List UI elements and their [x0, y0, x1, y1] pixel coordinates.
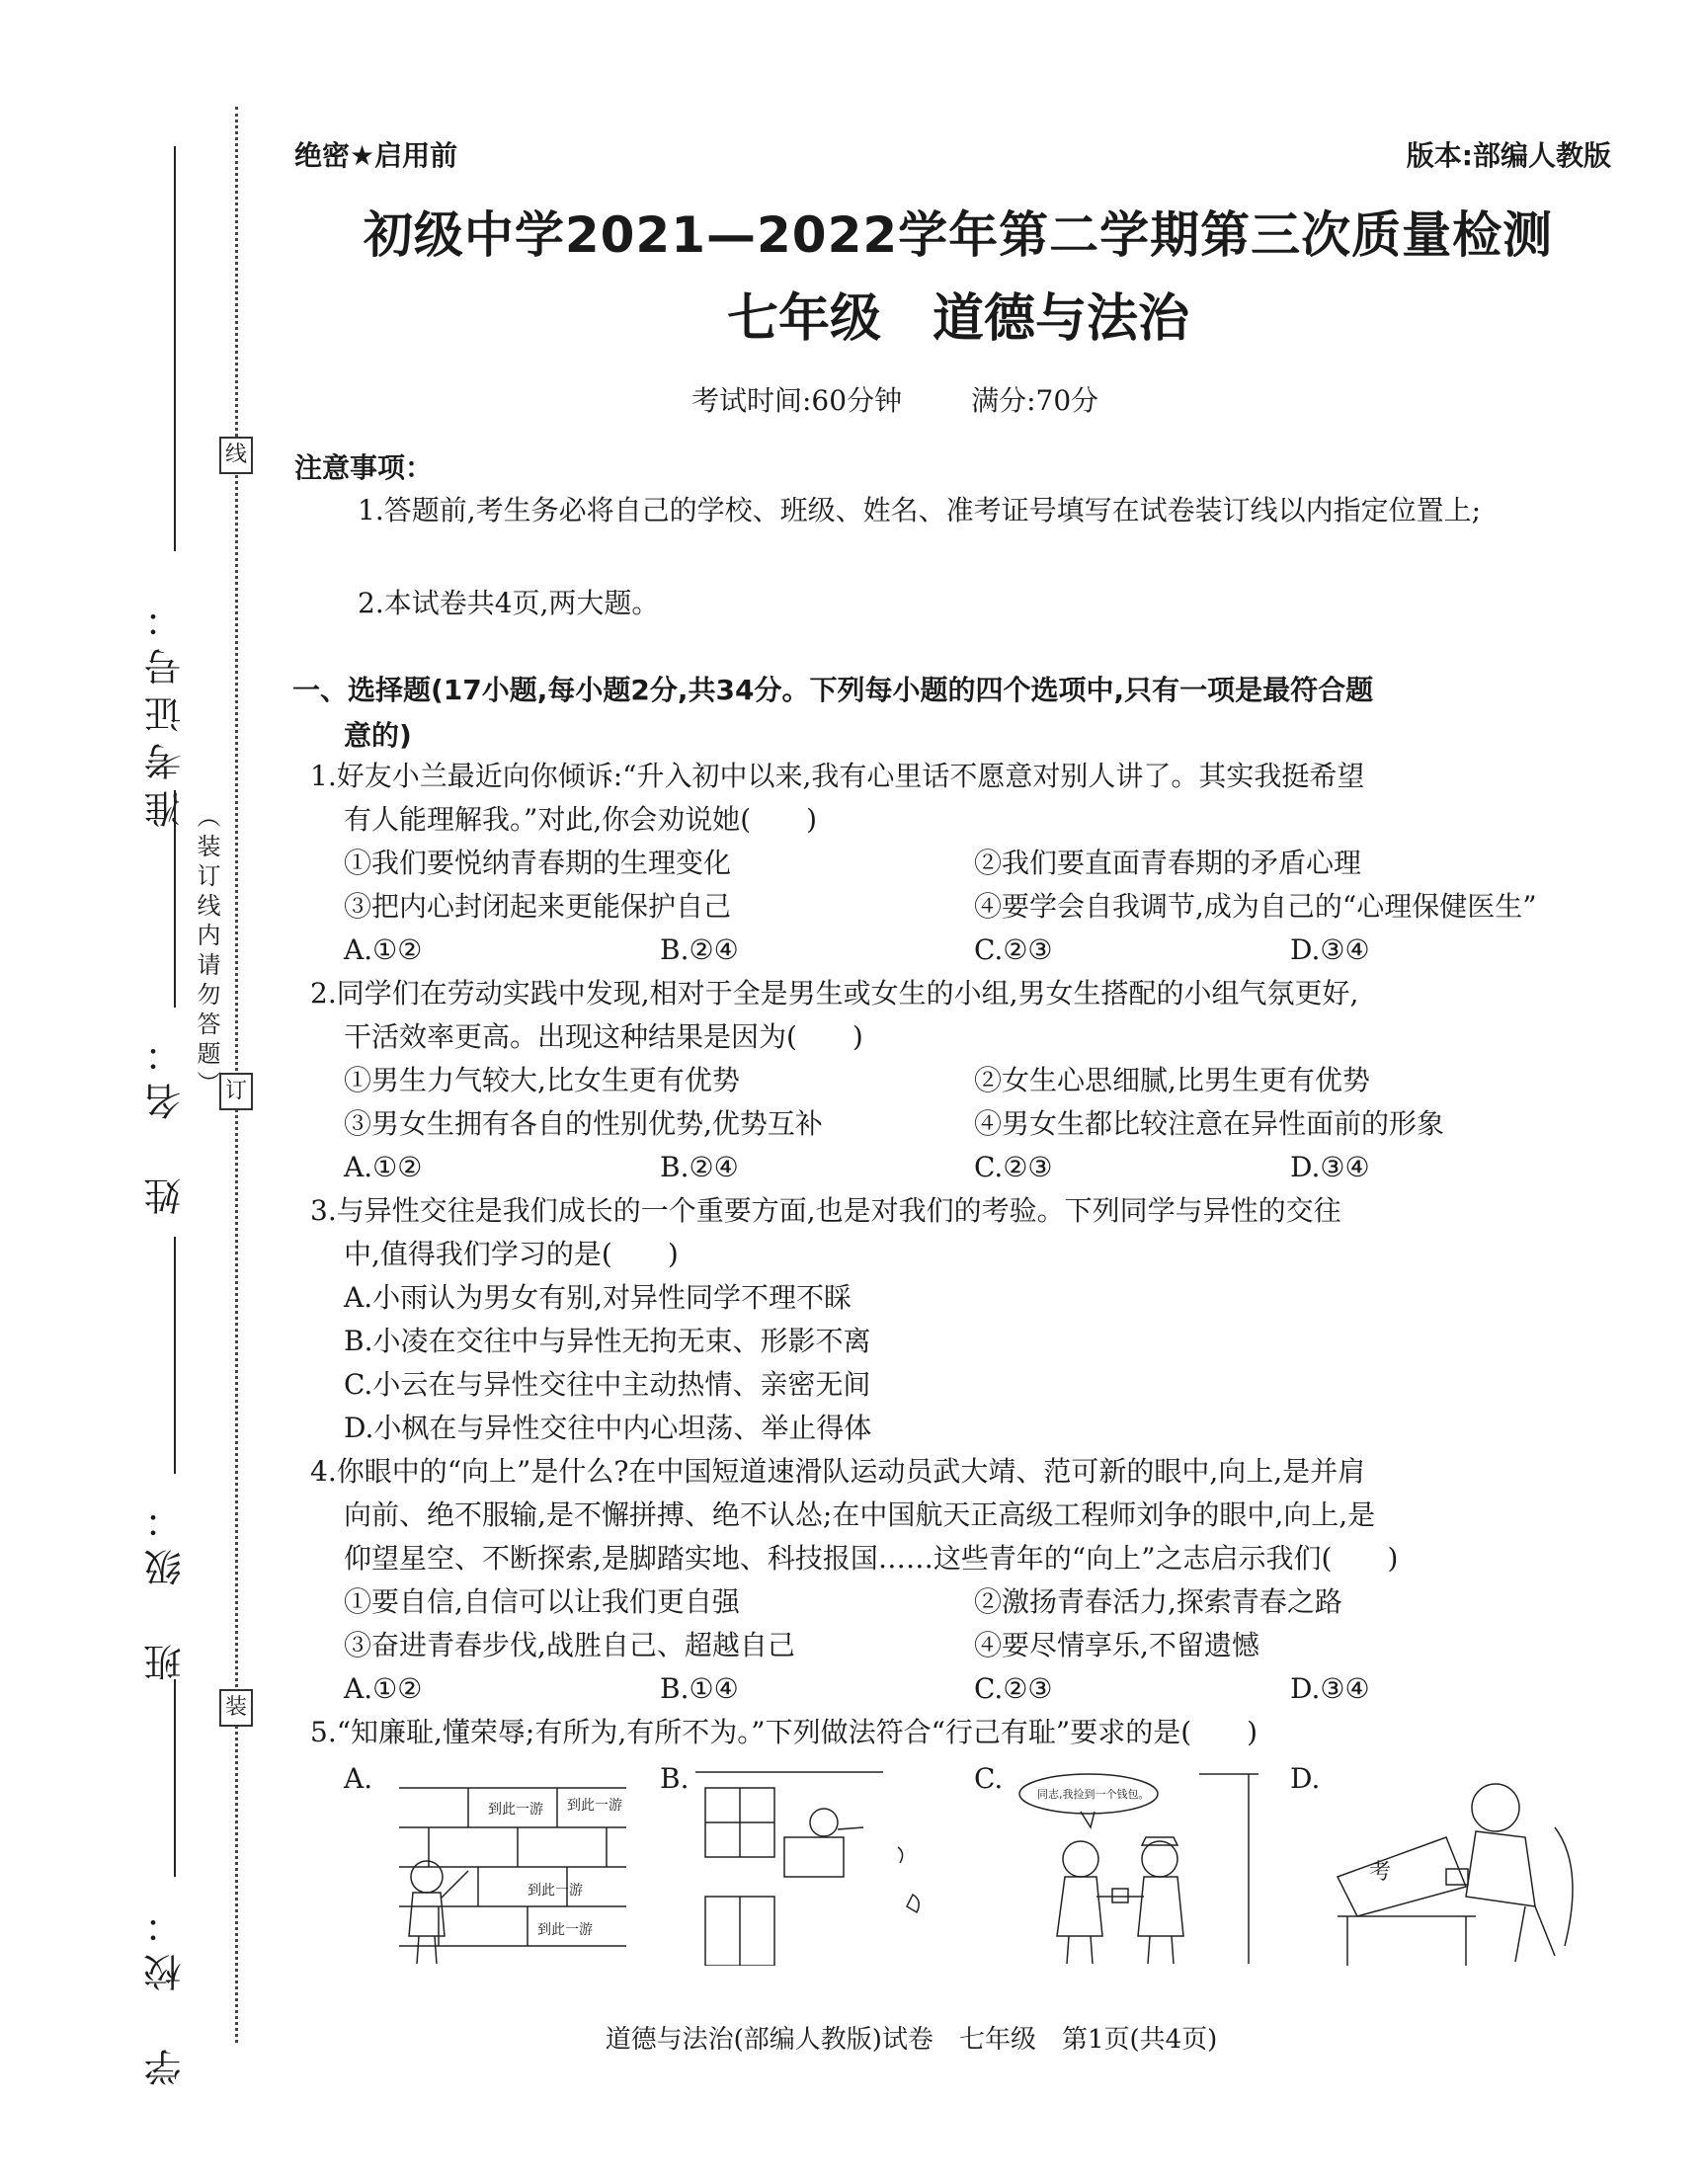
margin-label-school: 学 校：: [144, 1897, 188, 2086]
option: ③把内心封闭起来更能保护自己: [344, 890, 732, 923]
margin-label-exam-number: 准考证号：: [144, 591, 188, 828]
picture-d-exam[interactable]: [1328, 1768, 1594, 1966]
question-stem: 仰望星空、不断探索,是脚踏实地、科技报国……这些青年的“向上”之志启示我们( ): [344, 1542, 1399, 1575]
option: ②我们要直面青春期的矛盾心理: [974, 847, 1362, 879]
school-fill-line[interactable]: [174, 1679, 176, 1877]
option: ①我们要悦纳青春期的生理变化: [344, 847, 732, 879]
graffiti-text: 到此一游: [567, 1798, 622, 1814]
picture-b-window[interactable]: [695, 1768, 962, 1966]
question-stem: 2.同学们在劳动实践中发现,相对于全是男生或女生的小组,男女生搭配的小组气氛更好,: [310, 977, 1359, 1010]
picture-c-wallet[interactable]: [1012, 1768, 1278, 1966]
question-stem: 干活效率更高。出现这种结果是因为( ): [344, 1020, 863, 1053]
class-fill-line[interactable]: [174, 1237, 176, 1474]
exam-score: 满分:70分: [971, 384, 1099, 417]
answer-choice[interactable]: A.小雨认为男女有别,对异性同学不理不睬: [344, 1281, 852, 1314]
question-3: [310, 1189, 1614, 1276]
exam-paper-text: 考: [1369, 1860, 1392, 1885]
question-stem: 1.好友小兰最近向你倾诉:“升入初中以来,我有心里话不愿意对别人讲了。其实我挺希望: [310, 760, 1365, 792]
answer-choice[interactable]: B.①④: [660, 1672, 739, 1705]
edition-label: 版本:部编人教版: [1406, 139, 1611, 172]
picture-label-c[interactable]: C.: [974, 1762, 1004, 1795]
option: ④要学会自我调节,成为自己的“心理保健医生”: [974, 890, 1537, 923]
answer-choice[interactable]: A.①②: [344, 933, 423, 966]
question-stem: 中,值得我们学习的是( ): [344, 1238, 679, 1270]
question-1: [310, 755, 1614, 842]
question-2: [310, 972, 1614, 1059]
graffiti-illustration: [379, 1768, 646, 1966]
exam-number-fill-line[interactable]: [174, 146, 176, 551]
answer-choice[interactable]: B.小凌在交往中与异性无拘无束、形影不离: [344, 1325, 871, 1357]
picture-label-d[interactable]: D.: [1290, 1762, 1321, 1795]
option: ②激扬青春活力,探索青春之路: [974, 1585, 1342, 1618]
option: ③男女生拥有各自的性别优势,优势互补: [344, 1107, 823, 1140]
page-subtitle: 七年级 道德与法治: [726, 289, 1189, 349]
exam-info: [691, 379, 1098, 419]
margin-label-name: 姓 名：: [144, 1025, 188, 1215]
answer-choice[interactable]: C.②③: [974, 1672, 1053, 1705]
page-title: 初级中学2021—2022学年第二学期第三次质量检测: [363, 206, 1554, 264]
answer-choice[interactable]: D.小枫在与异性交往中内心坦荡、举止得体: [344, 1412, 872, 1444]
notes-heading: 注意事项：: [294, 451, 434, 484]
question-stem: 5.“知廉耻,懂荣辱;有所为,有所不为。”下列做法符合“行己有耻”要求的是( ): [310, 1716, 1258, 1748]
answer-choice[interactable]: C.②③: [974, 933, 1053, 966]
window-illustration: [695, 1768, 962, 1966]
wallet-illustration: [1012, 1768, 1278, 1966]
option: ③奋进青春步伐,战胜自己、超越自己: [344, 1629, 795, 1661]
margin-label-class: 班 级：: [144, 1492, 188, 1681]
option: ①男生力气较大,比女生更有优势: [344, 1064, 740, 1096]
option: ②女生心思细腻,比男生更有优势: [974, 1064, 1370, 1096]
confidential-label: 绝密★启用前: [294, 139, 458, 172]
answer-choice[interactable]: C.小云在与异性交往中主动热情、亲密无间: [344, 1368, 871, 1401]
answer-choice[interactable]: B.②④: [660, 1151, 739, 1183]
speech-bubble-text: 同志,我捡到一个钱包。: [1037, 1788, 1150, 1801]
binding-note: （装订线内请勿答题）: [193, 804, 220, 1100]
option: ④男女生都比较注意在异性面前的形象: [974, 1107, 1445, 1140]
answer-choice[interactable]: A.①②: [344, 1151, 423, 1183]
question-5: [310, 1711, 1614, 1754]
binding-mark-line: 线: [219, 437, 253, 474]
answer-choice[interactable]: D.③④: [1290, 1151, 1370, 1183]
note-item: 2.本试卷共4页,两大题。: [358, 587, 660, 619]
picture-label-a[interactable]: A.: [344, 1762, 373, 1795]
question-stem: 向前、绝不服输,是不懈拼搏、绝不认怂;在中国航天正高级工程师刘争的眼中,向上,是: [344, 1498, 1376, 1531]
name-fill-line[interactable]: [174, 790, 176, 1008]
answer-choice[interactable]: D.③④: [1290, 1672, 1370, 1705]
binding-mark-bind: 装: [219, 1689, 253, 1727]
question-stem: 有人能理解我。”对此,你会劝说她( ): [344, 803, 818, 836]
exam-illustration: [1328, 1768, 1594, 1966]
answer-choice[interactable]: B.②④: [660, 933, 739, 966]
answer-choice[interactable]: D.③④: [1290, 933, 1370, 966]
answer-choice[interactable]: A.①②: [344, 1672, 423, 1705]
graffiti-text: 到此一游: [488, 1802, 543, 1818]
graffiti-text: 到此一游: [537, 1922, 593, 1938]
section-heading: 一、选择题(17小题,每小题2分,共34分。下列每小题的四个选项中,只有一项是最符合题 意的): [292, 674, 1374, 752]
page-footer: 道德与法治(部编人教版)试卷 七年级 第1页(共4页): [605, 2025, 1218, 2055]
question-stem: 3.与异性交往是我们成长的一个重要方面,也是对我们的考验。下列同学与异性的交往: [310, 1194, 1341, 1227]
binding-mark-staple: 订: [219, 1073, 253, 1110]
note-item: 1.答题前,考生务必将自己的学校、班级、姓名、准考证号填写在试卷装订线以内指定位置上;: [358, 494, 1482, 526]
question-stem: 4.你眼中的“向上”是什么?在中国短道速滑队运动员武大靖、范可新的眼中,向上,是并肩: [310, 1455, 1366, 1488]
exam-time: 考试时间:60分钟: [691, 384, 903, 417]
question-4: [310, 1450, 1614, 1580]
picture-label-b[interactable]: B.: [660, 1762, 690, 1795]
answer-choice[interactable]: C.②③: [974, 1151, 1053, 1183]
option: ①要自信,自信可以让我们更自强: [344, 1585, 740, 1618]
picture-a-graffiti[interactable]: [379, 1768, 646, 1966]
option: ④要尽情享乐,不留遗憾: [974, 1629, 1259, 1661]
graffiti-text: 到此一游: [527, 1883, 583, 1899]
